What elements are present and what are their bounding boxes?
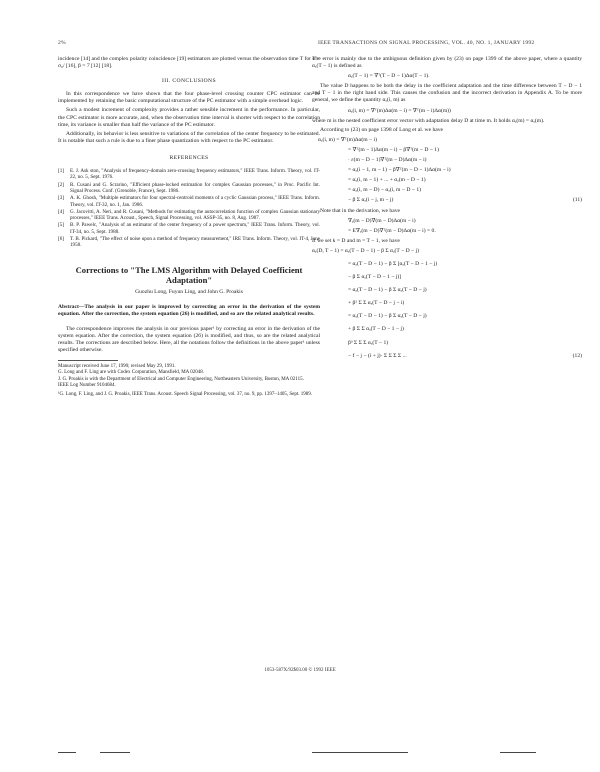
- abstract: Abstract—The analysis in our paper is improved by correcting an error in the derivation of the system equation. After the correction, the system equation (26) is modified, and so are the related analytical results.: [58, 303, 320, 317]
- footer-code: 1053-587X/92$03.00 © 1992 IEEE: [264, 668, 336, 673]
- derivation: [312, 137, 582, 205]
- correction-title: Corrections to "The LMS Algorithm with Delayed Coefficient Adaptation": [75, 264, 303, 285]
- equation-text: = E∇ₐ(m − D)∇ᵀ(m − D)Δα(m − i) = 0.: [348, 227, 436, 234]
- derivation-line: [312, 177, 582, 184]
- equation-text: − β Σ αₐ(T − D − 1 − j)]: [348, 274, 402, 281]
- equation-text: = αₐ(i − 1, m − 1) − β∇ᵀ(m − D − 1)Δα(m − i): [348, 167, 451, 174]
- bottom-rule: [100, 752, 130, 753]
- system-line: [312, 326, 582, 333]
- left-intro-paragraph: incidence [14] and the complex polarity coincidence [19] estimators are plotted versus the observation time T for σ = σ₀/ [16], β = 7 [12] [18].: [58, 56, 320, 70]
- equation-note: [312, 228, 582, 235]
- equation-text: = αₐ(T − D − 1) − β Σ αₐ(T − D − j): [348, 287, 427, 294]
- equation-number: [576, 261, 582, 268]
- derivation-line: [312, 197, 582, 204]
- equation-text: = αₐ(T − D − 1) − β Σ αₐ(T − D − j): [348, 313, 427, 320]
- reference-text: B. P. Pawelc, "Analysis of an estimator of the center frequency of a power spectrum," IEEE Trans. Inform. Theory, vol. IT-34, no. 5, Sept. 1988.: [70, 222, 320, 235]
- right-intro-paragraph: The error is mainly due to the ambiguous definition given by (23) on page 1399 of the above paper, where a quantity αₐ(T − 1) is defined as: [312, 56, 582, 70]
- equation-number: [576, 340, 582, 347]
- equation-text: − β Σ αₐ(i − j, m − j): [348, 197, 394, 204]
- body-paragraph: The correspondence improves the analysis in our previous paper¹ by correcting an error in the derivation of the system equation. After the correction, the system equation (26) is modified, and thus, so are the related analytical results. The corrections are described below. Here, all the notations follow the definitions in the above paper¹ unless specified otherwise.: [58, 325, 320, 354]
- equation-number: [576, 326, 582, 333]
- right-column: [312, 56, 582, 363]
- derivation-line: [312, 157, 582, 164]
- system-line: [312, 248, 582, 255]
- derivation-line: [312, 147, 582, 154]
- equation-number: [576, 147, 582, 154]
- running-title: IEEE TRANSACTIONS ON SIGNAL PROCESSING, VOL. 40, NO. 1, JANUARY 1992: [318, 40, 535, 46]
- footnote-rule: [58, 360, 118, 361]
- footnote: Manuscript received June 17, 1990; revised May 29, 1991.: [58, 364, 176, 370]
- right-paragraph: If we set k = D and m = T − 1, we have: [312, 237, 400, 244]
- equation-text: ∇ₐ(m − D)∇(m − D)Δα(m − i): [348, 217, 416, 224]
- equation-text: β³ Σ Σ Σ αₐ(T − 1): [348, 339, 389, 346]
- equation-text: = αₐ(i, m − 1) + ... + αₐ(m − D − 1): [348, 177, 426, 184]
- equation-number: [576, 287, 582, 294]
- reference-number: [4]: [58, 208, 64, 215]
- bottom-rule: [500, 752, 536, 753]
- system-line: [312, 313, 582, 320]
- equation-text: αₐ(T − 1) = ∇ᵀ(T − D − 1)Δα(T − 1).: [348, 73, 430, 80]
- right-paragraph: The value D happens to be both the delay in the coefficient adaptation and the time difference between T − D − 1 and T − 1 in the right hand side. This causes the confusion and the incorrect derivation in Appendix A. To be more general, we define the quantity αₐ(i, m) as: [312, 83, 582, 104]
- reference-number: [5]: [58, 222, 64, 229]
- equation-number: [576, 300, 582, 307]
- reference-number: [6]: [58, 236, 64, 242]
- equation-text: + β² Σ Σ αₐ(T − D − j − i): [348, 300, 405, 307]
- equation-number: [576, 177, 582, 184]
- equation-text: = ∇ᵀ(m − 1)Δα(m − i) − β∇ᵀ(m − D − 1): [348, 146, 439, 153]
- equation-number: (12): [572, 352, 582, 359]
- equation-number: [576, 157, 582, 164]
- footnotes: [58, 360, 320, 398]
- equation-number: [576, 274, 582, 281]
- references-list: [58, 168, 320, 249]
- bottom-rule: [312, 752, 408, 753]
- system-line: [312, 300, 582, 307]
- reference-text: G. Jacovitti, A. Neri, and R. Cusani, "Methods for estimating the autocorrelation function of complex Gaussian stationary processes," IEEE Trans. Acoust., Speech, Signal Processing, vol. ASSP-35, no. 8, Aug. 1987.: [70, 208, 320, 222]
- reference-number: [2]: [58, 181, 64, 188]
- reference-item: [58, 182, 320, 195]
- reference-item: [58, 195, 320, 208]
- equation-number: (11): [572, 197, 582, 204]
- equation-number: [576, 187, 582, 194]
- footnote: IEEE Log Number 9104684.: [58, 382, 116, 388]
- reference-text: R. Cusani and G. Scrarino, "Efficient phase-locked estimation for complex Gaussian processes," in Proc. Pacific Int. Signal Process. Conf. (Grenoble, France), Sept. 1986.: [70, 181, 320, 194]
- reference-text: T. B. Pickard, "The effect of noise upon a method of frequency measurement," IRE Trans. Inform. Theory, vol. IT-4, June 1958.: [70, 236, 320, 249]
- equation-number: [576, 313, 582, 320]
- equation-text: − f − j − (i + j)· Σ Σ Σ Σ ...: [348, 352, 407, 359]
- right-paragraph: where m is the nested coefficient error vector with adaptation delay D at time m. It holds αₐ(m) = αₐ(m).: [312, 117, 545, 124]
- reference-item: [58, 168, 320, 181]
- equation-alpha: [312, 73, 582, 80]
- conclusion-paragraph: Such a modest increment of complexity provides a rather sensible increment in the performance. In particular, the CPC estimator is more accurate, and, when the observation time interval is shorter with respect to the correlation time, its variance is smaller than half the variance of the PC estimator.: [58, 107, 320, 128]
- conclusion-paragraph: Additionally, its behavior is less sensitive to variations of the correlation of the center frequency to be estimated. It is notable that such a rule is due to a finer phase quantization with respect to the PC estimator.: [58, 130, 320, 144]
- footnote: G. Long and F. Ling are with Codex Corporation, Mansfield, MA 02048.: [58, 370, 204, 376]
- conclusion-paragraph: In this correspondence we have shown that the four phase-level crossing counter CPC estimator can be implemented by retaining the basic computational structure of the PC estimator with a simple overhead logic.: [58, 91, 320, 105]
- equation-text: αₐ(i, m) = ∇ᵀ(m)Δα(m − i): [318, 136, 377, 143]
- system-line: [312, 261, 582, 268]
- footnote: J. G. Proakis is with the Department of Electrical and Computer Engineering, Northeastern University, Boston, MA 02115.: [58, 376, 304, 382]
- equation-definition: [312, 108, 582, 115]
- footnote: ¹G. Long, F. Ling, and J. G. Proakis, IEEE Trans. Acoust. Speech Signal Processing, vol. 37, no. 9, pp. 1397–1405, Sept. 1989.: [58, 392, 313, 398]
- equation-text: = αₐ(T − D − 1) − β Σ [αₐ(T − D − 1 − j): [348, 260, 438, 267]
- right-paragraph: According to (23) on page 1398 of Long et al. we have: [320, 126, 444, 133]
- system-line: [312, 287, 582, 294]
- equation-text: · ε(m − D − 1)∇ᵀ(m − D)Δα(m − i): [348, 157, 427, 164]
- derivation-line: [312, 167, 582, 174]
- reference-number: [1]: [58, 168, 64, 175]
- equation-number: [576, 248, 582, 255]
- reference-item: [58, 236, 320, 249]
- reference-item: [58, 222, 320, 235]
- reference-item: [58, 209, 320, 222]
- correction-authors: Guozhu Long, Fuyun Ling, and John G. Proakis: [135, 288, 243, 295]
- references-heading: REFERENCES: [169, 154, 209, 161]
- equation-text: + β Σ Σ αₐ(T − D − 1 − j): [348, 326, 404, 333]
- bottom-rule: [58, 752, 76, 753]
- reference-number: [3]: [58, 195, 64, 202]
- system-line: [312, 353, 582, 360]
- system-equation: [312, 248, 582, 360]
- derivation-line: [312, 137, 582, 144]
- left-column: [58, 56, 320, 398]
- conclusions-heading: III. CONCLUSIONS: [162, 78, 216, 85]
- equation-text: αₐ(i, m) = ∇ᵀ(m)Δα(m − i) = ∇ᵀ(m − i)Δα(m)): [348, 107, 451, 114]
- equation-note: [312, 218, 582, 225]
- equation-number: [576, 137, 582, 144]
- page-number: 2%: [58, 40, 66, 46]
- system-line: [312, 274, 582, 281]
- reference-text: A. K. Ghosh, "Multiple estimators for four spectral-centroid moments of a cyclic Gaussian process," IEEE Trans. Inform. Theory, vol. IT-32, no. 1, Jan. 1986.: [70, 195, 320, 208]
- right-paragraph: Note that in the derivation, we have: [320, 207, 400, 214]
- derivation-line: [312, 187, 582, 194]
- equation-number: [576, 167, 582, 174]
- reference-text: E. J. Ask ston, "Analysis of frequency-domain zero-crossing frequency estimators," IEEE Trans. Inform. Theory, vol. IT-22, no. 5, Sept. 1976.: [70, 168, 320, 181]
- equation-text: αₐ(D, T − 1) = αₐ(T − D − 1) − β Σ αₐ(T − D − j): [312, 247, 420, 254]
- system-line: [312, 340, 582, 347]
- equation-text: = αₐ(i, m − D) − αₐ(i, m − D − 1): [348, 187, 422, 194]
